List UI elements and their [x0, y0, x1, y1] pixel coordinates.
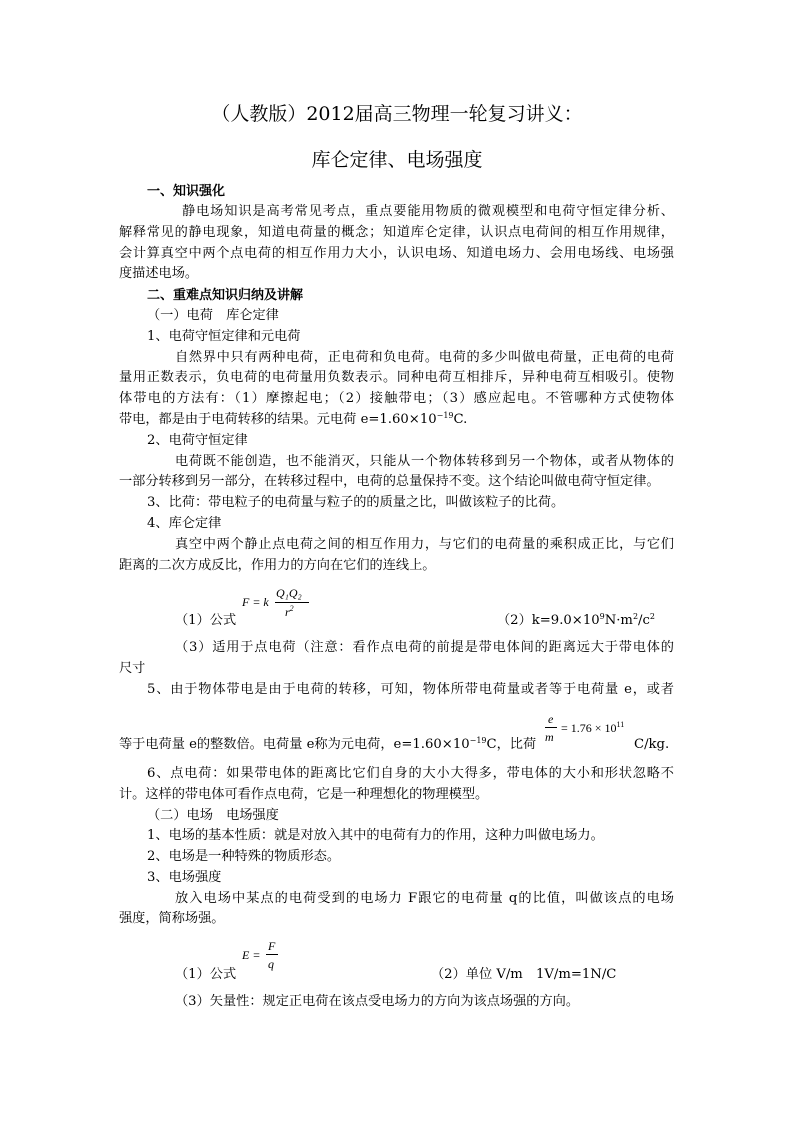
paragraph-line: 静电场知识是高考常见考点，重点要能用物质的微观模型和电荷守恒定律分析、: [182, 204, 674, 219]
fraction-bar: [266, 954, 278, 955]
formula-denominator: q: [268, 957, 274, 971]
paragraph-line: 电荷既不能创造，也不能消灭，只能从一个物体转移到另一个物体，或者从物体的: [175, 454, 674, 469]
paragraph-line: 带电，都是由于电荷转移的结果。元电荷 $e=1.60\times 10^{-19}C$.: [119, 411, 468, 427]
paragraph-line: 放入电场中某点的电荷受到的电场力 F跟它的电荷量 q的比值，叫做该点的电场: [175, 891, 674, 906]
paragraph-line: 强度，简称场强。: [119, 911, 225, 926]
document-subtitle: 库仑定律、电场强度: [311, 149, 483, 171]
paragraph-line: （3）矢量性：规定正电荷在该点受电场力的方向为该点场强的方向。: [175, 994, 580, 1009]
paragraph-line: 等于电荷量 e的整数倍。电荷量 e称为元电荷，$e=1.60\times 10^{-19}C$，比荷: [119, 736, 537, 752]
formula-denominator: m: [545, 730, 554, 744]
paragraph-line: 距离的二次方成反比，作用力的方向在它们的连线上。: [119, 558, 436, 573]
item-heading: 2、电荷守恒定律: [147, 433, 248, 448]
formula-numerator: e: [548, 712, 554, 726]
paragraph-line: 6、点电荷：如果带电体的距离比它们自身的大小大得多，带电体的大小和形状忽略不: [147, 766, 674, 781]
formula-label: （1）公式: [175, 967, 237, 982]
item-heading: 4、库仑定律: [147, 516, 222, 531]
formula-lhs: E =: [242, 948, 261, 962]
paragraph-line: 体带电的方法有：（1）摩擦起电；（2）接触带电；（3）感应起电。不管哪种方式使物体: [119, 391, 674, 406]
coulomb-constant: $(2)k=9.0\times 10^9N\cdot m^2/c^2$: [497, 612, 655, 628]
paragraph-line: 5、由于物体带电是由于电荷的转移，可知，物体所带电荷量或者等于电荷量 e，或者: [147, 682, 674, 697]
fraction-bar: [275, 602, 309, 603]
document-title: （人教版）2012届高三物理一轮复习讲义：: [211, 103, 583, 125]
formula-label: （1）公式: [175, 613, 237, 628]
item-heading: 3、比荷：带电粒子的电荷量与粒子的的质量之比，叫做该粒子的比荷。: [147, 495, 565, 510]
subsection-heading-2: （二）电场 电场强度: [147, 808, 279, 823]
unit-label: （2）单位 V/m 1V/m=1N/C: [431, 967, 617, 982]
subsection-heading-1: （一）电荷 库仑定律: [147, 308, 279, 323]
paragraph-line: 计。这样的带电体可看作点电荷，它是一种理想化的物理模型。: [119, 787, 489, 802]
fraction-bar: [545, 727, 557, 728]
formula-lhs: F = k: [242, 595, 269, 609]
paragraph-line: 尺寸: [119, 661, 146, 676]
paragraph-line: 会计算真空中两个点电荷的相互作用力大小，认识电场、知道电场力、会用电场线、电场强: [119, 246, 674, 261]
section-heading-2: 二、重难点知识归纳及讲解: [147, 288, 304, 303]
formula-denominator: $r^2$: [285, 604, 294, 619]
section-heading-1: 一、知识强化: [147, 184, 226, 199]
unit-label: C/kg.: [634, 737, 670, 752]
paragraph-line: 解释常见的静电现象，知道电荷量的概念；知道库仑定律，认识点电荷间的相互作用规律，: [119, 225, 674, 240]
paragraph-line: 度描述电场。: [119, 266, 199, 281]
paragraph-line: （3）适用于点电荷（注意：看作点电荷的前提是带电体间的距离远大于带电体的: [175, 640, 674, 655]
formula-rhs: = $1.76 \times 10^{11}$: [561, 720, 625, 735]
specific-charge-formula: [545, 712, 645, 752]
item-heading: 2、电场是一种特殊的物质形态。: [147, 849, 341, 864]
paragraph-line: 真空中两个静止点电荷之间的相互作用力，与它们的电荷量的乘积成正比，与它们: [175, 537, 674, 552]
field-strength-formula: [242, 939, 292, 979]
item-heading: 3、电场强度: [147, 870, 222, 885]
formula-numerator: Q₁Q₂: [276, 586, 302, 600]
item-heading: 1、电荷守恒定律和元电荷: [147, 329, 301, 344]
coulomb-formula: [242, 586, 322, 626]
paragraph-line: 量用正数表示，负电荷的电荷量用负数表示。同种电荷互相排斥，异种电荷互相吸引。使物: [119, 370, 674, 385]
formula-numerator: F: [268, 939, 276, 953]
paragraph-line: 自然界中只有两种电荷，正电荷和负电荷。电荷的多少叫做电荷量，正电荷的电荷: [175, 350, 674, 365]
item-heading: 1、电场的基本性质：就是对放入其中的电荷有力的作用，这种力叫做电场力。: [147, 828, 604, 843]
paragraph-line: 一部分转移到另一部分，在转移过程中，电荷的总量保持不变。这个结论叫做电荷守恒定律。: [119, 474, 660, 489]
